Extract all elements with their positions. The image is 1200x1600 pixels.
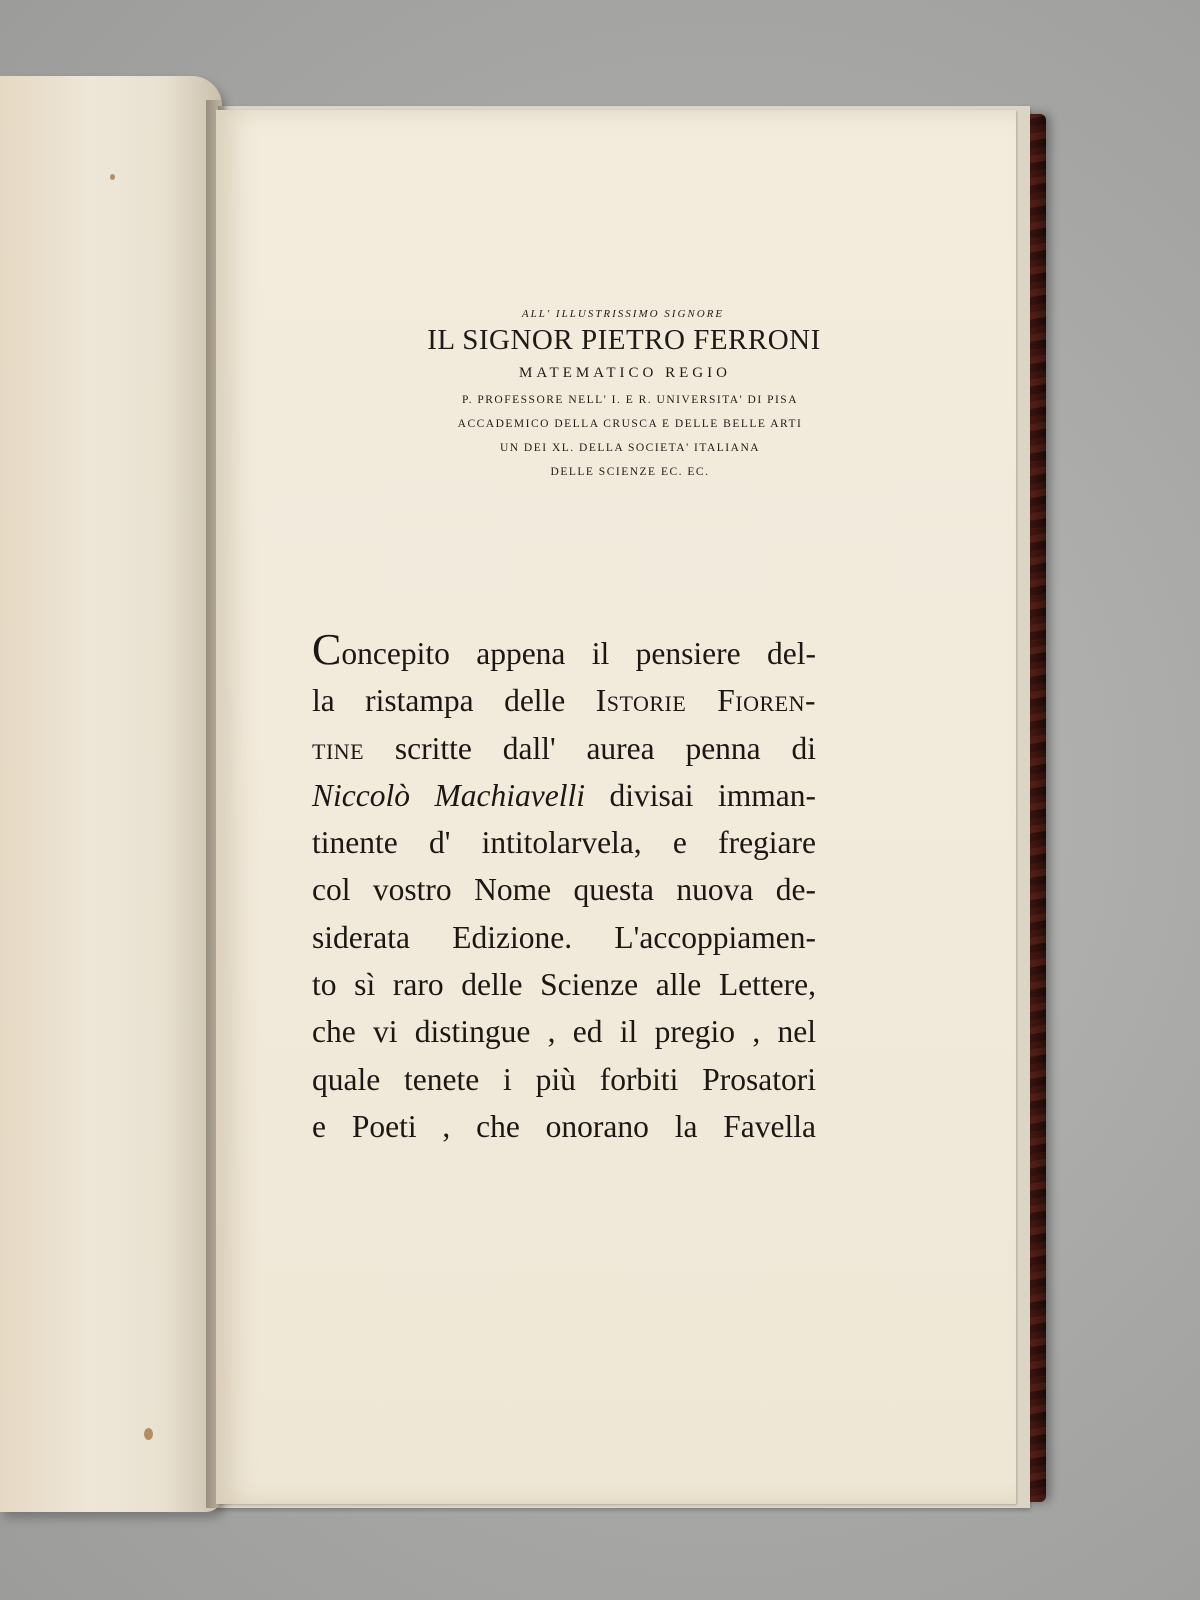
text-line [312, 625, 816, 677]
book-title-run: tine [312, 730, 365, 766]
text-run: scritte dall' aurea penna di [364, 730, 816, 766]
dedicatee-name: IL SIGNOR PIETRO FERRONI [427, 324, 821, 356]
text-line: quale tenete i più forbiti Prosatori [312, 1061, 816, 1097]
text-line [312, 677, 816, 724]
dedicatee-title: MATEMATICO REGIO [519, 365, 731, 381]
foxing-spot [144, 1428, 153, 1440]
dedicatee-credential: P. PROFESSORE NELL' I. E R. UNIVERSITA' DI PISA [461, 394, 798, 406]
text-line: tinente d' intitolarvela, e fregiare [312, 825, 816, 861]
right-page [216, 110, 1016, 1504]
text-line [312, 725, 816, 772]
dedicatee-credential: ACCADEMICO DELLA CRUSCA E DELLE BELLE ARTI [457, 418, 803, 430]
text-run: divisai imman- [584, 777, 816, 813]
text-line: e Poeti , che onorano la Favella [312, 1108, 816, 1144]
foxing-spot [110, 174, 115, 180]
drop-cap: C [312, 625, 342, 674]
dedication-intro: ALL' ILLUSTRISSIMO SIGNORE [521, 308, 725, 320]
dedication-letter [312, 625, 816, 1150]
dedicatee-credential: DELLE SCIENZE EC. EC. [550, 466, 710, 478]
text-line [312, 772, 816, 819]
text-line: che vi distingue , ed il pregio , nel [312, 1014, 816, 1050]
text-line: to sì raro delle Scienze alle Lettere, [312, 967, 816, 1003]
dedicatee-credential: UN DEI XL. DELLA SOCIETA' ITALIANA [499, 442, 761, 454]
book-title-run: Istorie Fioren- [595, 683, 816, 719]
dedication-block [216, 308, 1016, 478]
text-run: oncepito appena il pensiere del- [341, 636, 816, 671]
text-run: la ristampa delle [312, 683, 596, 719]
text-line: siderata Edizione. L'accoppiamen- [312, 919, 816, 955]
author-name-italic: Niccolò Machiavelli [312, 777, 585, 813]
left-page [0, 76, 222, 1512]
text-line: col vostro Nome questa nuova de- [312, 872, 816, 908]
